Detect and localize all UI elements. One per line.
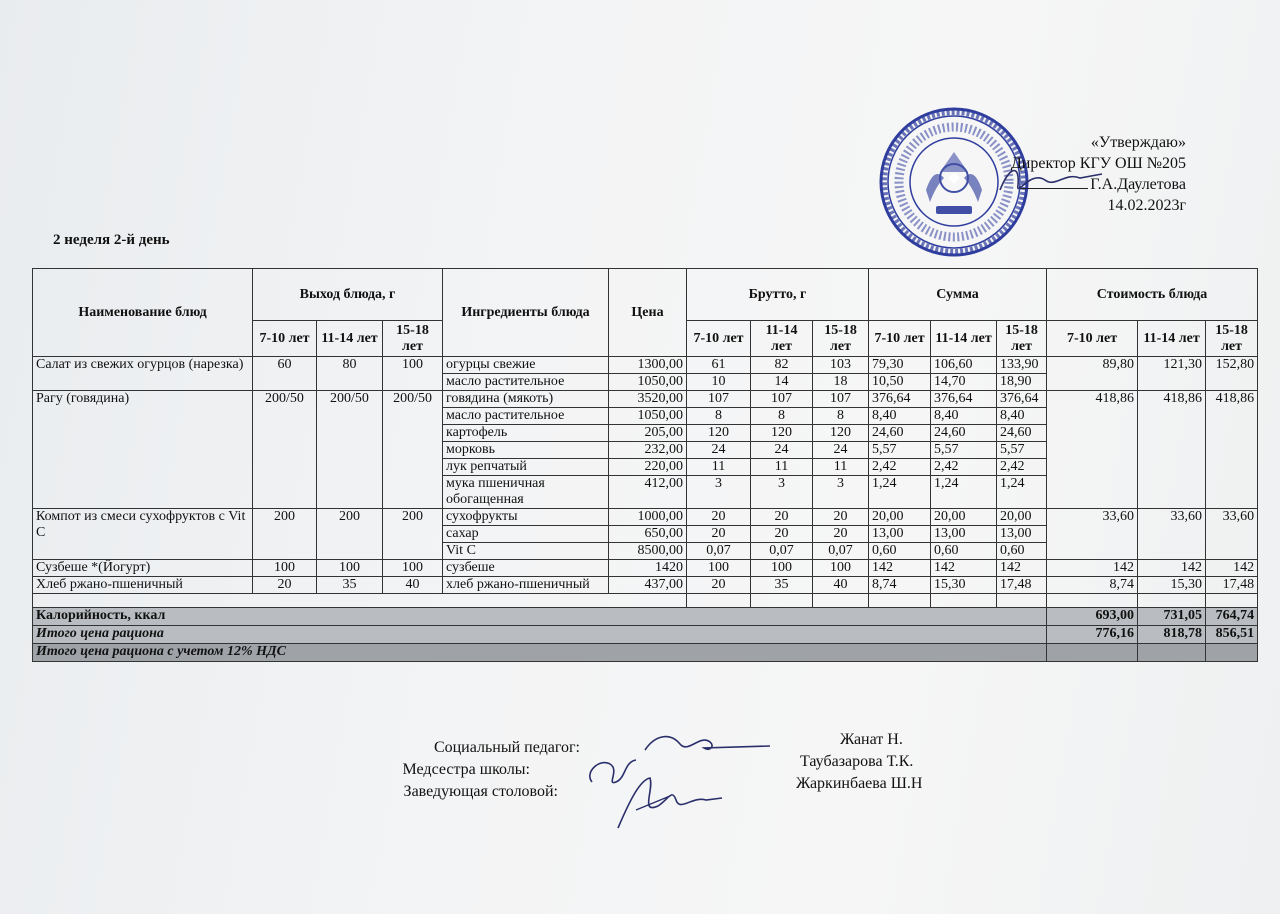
sum-value: 24,60: [869, 425, 931, 442]
sum-value: 20,00: [869, 509, 931, 526]
nurse-name: Таубазарова Т.К.: [800, 753, 914, 770]
brutto-value: 120: [751, 425, 813, 442]
ingredient-name: мука пшеничная обогащенная: [443, 476, 609, 509]
age-header: 7-10 лет: [687, 321, 751, 357]
brutto-value: 35: [751, 577, 813, 594]
table-header-row: [33, 269, 1258, 321]
brutto-value: 100: [687, 560, 751, 577]
header-output: Выход блюда, г: [253, 269, 443, 321]
dish-cost: 142: [1138, 560, 1206, 577]
social-signature-icon: [640, 730, 780, 760]
dish-output: 200/50: [253, 391, 317, 509]
dish-cost: 33,60: [1138, 509, 1206, 560]
brutto-value: 120: [687, 425, 751, 442]
social-label: Социальный педагог:: [433, 739, 580, 756]
ingredient-price: 232,00: [609, 442, 687, 459]
sum-value: 10,50: [869, 374, 931, 391]
brutto-value: 24: [813, 442, 869, 459]
brutto-value: 0,07: [687, 543, 751, 560]
brutto-value: 18: [813, 374, 869, 391]
sum-value: 1,24: [997, 476, 1047, 509]
brutto-value: 8: [813, 408, 869, 425]
total-value: 693,00: [1047, 608, 1138, 626]
total-value: 776,16: [1047, 626, 1138, 644]
menu-table: [32, 268, 1258, 662]
menu-body: [33, 357, 1258, 662]
dish-output: 20: [253, 577, 317, 594]
brutto-value: 107: [751, 391, 813, 408]
ingredient-price: 205,00: [609, 425, 687, 442]
sum-value: 2,42: [931, 459, 997, 476]
sum-value: 13,00: [931, 526, 997, 543]
dish-output: 100: [253, 560, 317, 577]
dish-cost: 142: [1206, 560, 1258, 577]
header-cost: Стоимость блюда: [1047, 269, 1258, 321]
social-name: Жанат Н.: [840, 731, 903, 748]
dish-cost: 33,60: [1206, 509, 1258, 560]
approval-title: «Утверждаю»: [1090, 134, 1186, 151]
age-header: 15-18 лет: [813, 321, 869, 357]
sum-value: 24,60: [931, 425, 997, 442]
sum-value: 20,00: [997, 509, 1047, 526]
table-row: [33, 391, 1258, 408]
brutto-value: 24: [751, 442, 813, 459]
approval-position: Директор КГУ ОШ №205: [1010, 155, 1186, 172]
day-title: 2 неделя 2-й день: [53, 232, 170, 248]
dish-cost: 121,30: [1138, 357, 1206, 391]
age-header: 7-10 лет: [869, 321, 931, 357]
table-row: [33, 357, 1258, 374]
ingredient-price: 412,00: [609, 476, 687, 509]
sum-value: 106,60: [931, 357, 997, 374]
brutto-value: 120: [813, 425, 869, 442]
ingredient-price: 650,00: [609, 526, 687, 543]
sum-value: 5,57: [931, 442, 997, 459]
sum-value: 0,60: [931, 543, 997, 560]
brutto-value: 20: [813, 526, 869, 543]
brutto-value: 61: [687, 357, 751, 374]
dish-output: 200/50: [383, 391, 443, 509]
dish-cost: 17,48: [1206, 577, 1258, 594]
total-row-price: [33, 626, 1258, 644]
sum-value: 18,90: [997, 374, 1047, 391]
dish-cost: 8,74: [1047, 577, 1138, 594]
canteen-label: Заведующая столовой:: [403, 783, 558, 800]
brutto-value: 20: [813, 509, 869, 526]
dish-cost: 418,86: [1047, 391, 1138, 509]
dish-name: Сузбеше *(Йогурт): [33, 560, 253, 577]
ingredient-name: масло растительное: [443, 374, 609, 391]
sum-value: 8,74: [869, 577, 931, 594]
dish-cost: 33,60: [1047, 509, 1138, 560]
ingredient-name: огурцы свежие: [443, 357, 609, 374]
dish-name: Салат из свежих огурцов (нарезка): [33, 357, 253, 391]
age-header: 11-14 лет: [931, 321, 997, 357]
dish-cost: 142: [1047, 560, 1138, 577]
brutto-value: 3: [751, 476, 813, 509]
ingredient-price: 1050,00: [609, 408, 687, 425]
dish-output: 200/50: [317, 391, 383, 509]
canteen-signature-icon: [610, 770, 730, 834]
brutto-value: 103: [813, 357, 869, 374]
sum-value: 142: [997, 560, 1047, 577]
age-header: 15-18 лет: [997, 321, 1047, 357]
age-header: 7-10 лет: [253, 321, 317, 357]
header-price: Цена: [609, 269, 687, 357]
ingredient-name: морковь: [443, 442, 609, 459]
total-label: Итого цена рациона: [33, 626, 1047, 644]
brutto-value: 82: [751, 357, 813, 374]
total-label: Итого цена рациона с учетом 12% НДС: [33, 644, 1047, 662]
ingredient-price: 1050,00: [609, 374, 687, 391]
sum-value: 5,57: [997, 442, 1047, 459]
dish-cost: 15,30: [1138, 577, 1206, 594]
sum-value: 8,40: [997, 408, 1047, 425]
brutto-value: 100: [813, 560, 869, 577]
sum-value: 13,00: [869, 526, 931, 543]
dish-output: 40: [383, 577, 443, 594]
brutto-value: 11: [751, 459, 813, 476]
canteen-name: Жаркинбаева Ш.Н: [796, 775, 923, 792]
ingredient-price: 1300,00: [609, 357, 687, 374]
header-ingredients: Ингредиенты блюда: [443, 269, 609, 357]
brutto-value: 3: [687, 476, 751, 509]
ingredient-name: хлеб ржано-пшеничный: [443, 577, 609, 594]
dish-name: Хлеб ржано-пшеничный: [33, 577, 253, 594]
header-brutto: Брутто, г: [687, 269, 869, 321]
approval-date: 14.02.2023г: [1107, 197, 1186, 214]
sum-value: 376,64: [931, 391, 997, 408]
dish-output: 100: [383, 560, 443, 577]
sum-value: 20,00: [931, 509, 997, 526]
sum-value: 79,30: [869, 357, 931, 374]
sum-value: 17,48: [997, 577, 1047, 594]
ingredient-name: Vit C: [443, 543, 609, 560]
brutto-value: 107: [687, 391, 751, 408]
brutto-value: 20: [751, 509, 813, 526]
brutto-value: 20: [687, 526, 751, 543]
dish-name: Рагу (говядина): [33, 391, 253, 509]
age-header: 11-14 лет: [317, 321, 383, 357]
dish-output: 200: [383, 509, 443, 560]
brutto-value: 8: [687, 408, 751, 425]
sum-value: 8,40: [869, 408, 931, 425]
brutto-value: 20: [751, 526, 813, 543]
ingredient-price: 8500,00: [609, 543, 687, 560]
ingredient-price: 1000,00: [609, 509, 687, 526]
sum-value: 24,60: [997, 425, 1047, 442]
sum-value: 5,57: [869, 442, 931, 459]
sum-value: 2,42: [869, 459, 931, 476]
age-header: 15-18 лет: [1206, 321, 1258, 357]
sum-value: 8,40: [931, 408, 997, 425]
brutto-value: 10: [687, 374, 751, 391]
sum-value: 0,60: [869, 543, 931, 560]
ingredient-name: говядина (мякоть): [443, 391, 609, 408]
total-row-calories: [33, 608, 1258, 626]
sum-value: 376,64: [997, 391, 1047, 408]
dish-output: 200: [317, 509, 383, 560]
brutto-value: 8: [751, 408, 813, 425]
table-row: [33, 560, 1258, 577]
approval-signer-name: Г.А.Даулетова: [1090, 176, 1186, 193]
brutto-value: 107: [813, 391, 869, 408]
dish-cost: 152,80: [1206, 357, 1258, 391]
age-header: 7-10 лет: [1047, 321, 1138, 357]
brutto-value: 40: [813, 577, 869, 594]
total-row-vat: [33, 644, 1258, 662]
dish-name: Компот из смеси сухофруктов с Vit C: [33, 509, 253, 560]
sum-value: 142: [931, 560, 997, 577]
ingredient-name: лук репчатый: [443, 459, 609, 476]
sum-value: 2,42: [997, 459, 1047, 476]
brutto-value: 14: [751, 374, 813, 391]
ingredient-name: сухофрукты: [443, 509, 609, 526]
total-value: 731,05: [1138, 608, 1206, 626]
ingredient-name: масло растительное: [443, 408, 609, 425]
dish-output: 60: [253, 357, 317, 391]
brutto-value: 24: [687, 442, 751, 459]
empty-row: [33, 594, 1258, 608]
ingredient-price: 1420: [609, 560, 687, 577]
total-value: 856,51: [1206, 626, 1258, 644]
brutto-value: 100: [751, 560, 813, 577]
director-signature-icon: [990, 160, 1110, 200]
total-label: Калорийность, ккал: [33, 608, 1047, 626]
sum-value: 133,90: [997, 357, 1047, 374]
header-sum: Сумма: [869, 269, 1047, 321]
ingredient-name: картофель: [443, 425, 609, 442]
brutto-value: 20: [687, 509, 751, 526]
dish-output: 100: [317, 560, 383, 577]
brutto-value: 0,07: [813, 543, 869, 560]
table-row: [33, 577, 1258, 594]
age-header: 15-18 лет: [383, 321, 443, 357]
ingredient-name: сахар: [443, 526, 609, 543]
footer-labels-2: [360, 760, 530, 780]
dish-output: 35: [317, 577, 383, 594]
dish-output: 200: [253, 509, 317, 560]
sum-value: 13,00: [997, 526, 1047, 543]
total-value: 764,74: [1206, 608, 1258, 626]
table-row: [33, 509, 1258, 526]
ingredient-price: 220,00: [609, 459, 687, 476]
dish-cost: 418,86: [1206, 391, 1258, 509]
ingredient-price: 3520,00: [609, 391, 687, 408]
header-dish: Наименование блюд: [33, 269, 253, 357]
footer-labels: [410, 738, 580, 758]
brutto-value: 20: [687, 577, 751, 594]
total-value: 818,78: [1138, 626, 1206, 644]
ingredient-name: сузбеше: [443, 560, 609, 577]
brutto-value: 3: [813, 476, 869, 509]
dish-cost: 89,80: [1047, 357, 1138, 391]
sum-value: 14,70: [931, 374, 997, 391]
dish-cost: 418,86: [1138, 391, 1206, 509]
sum-value: 142: [869, 560, 931, 577]
ingredient-price: 437,00: [609, 577, 687, 594]
age-header: 11-14 лет: [751, 321, 813, 357]
brutto-value: 11: [687, 459, 751, 476]
sum-value: 376,64: [869, 391, 931, 408]
dish-output: 100: [383, 357, 443, 391]
sum-value: 15,30: [931, 577, 997, 594]
brutto-value: 11: [813, 459, 869, 476]
age-header: 11-14 лет: [1138, 321, 1206, 357]
nurse-label: Медсестра школы:: [402, 761, 530, 778]
sum-value: 1,24: [931, 476, 997, 509]
brutto-value: 0,07: [751, 543, 813, 560]
sum-value: 0,60: [997, 543, 1047, 560]
dish-output: 80: [317, 357, 383, 391]
sum-value: 1,24: [869, 476, 931, 509]
footer-labels-3: [360, 782, 558, 802]
